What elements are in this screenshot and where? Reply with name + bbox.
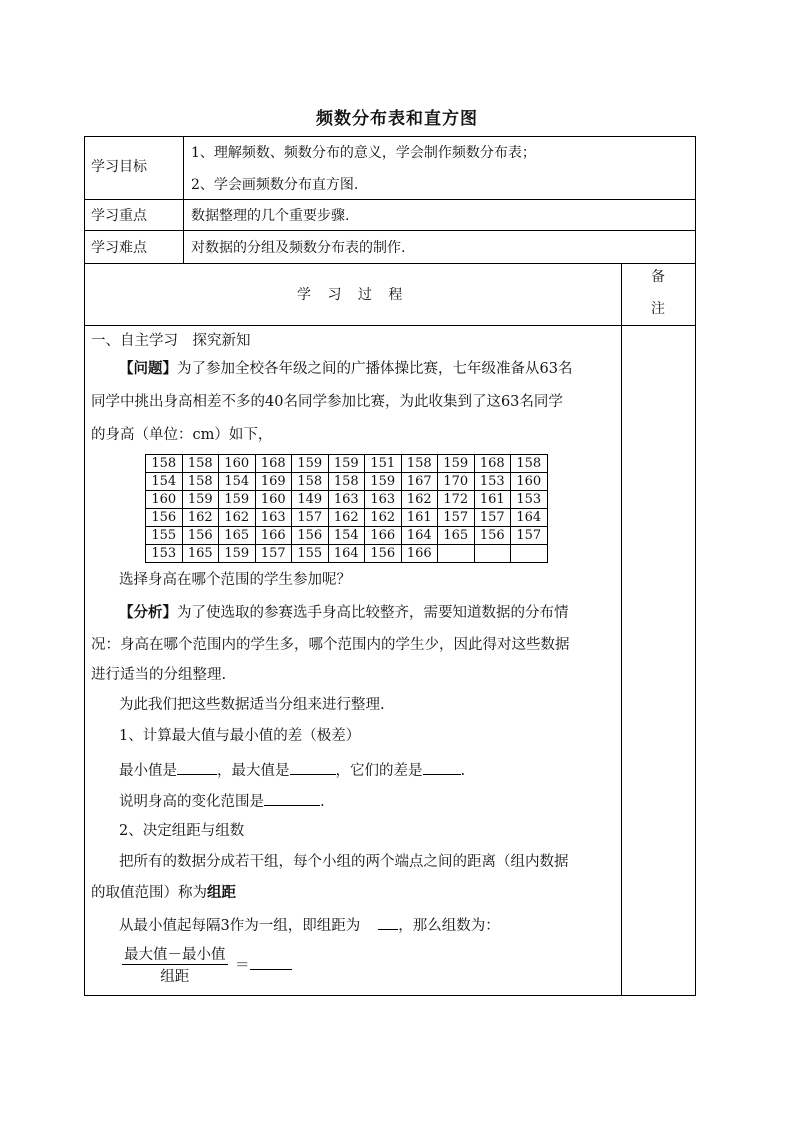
height-cell: 156 — [474, 527, 511, 545]
height-cell: 167 — [401, 473, 438, 491]
height-cell: 165 — [182, 545, 219, 563]
height-cell: 165 — [219, 527, 256, 545]
every3-text-2: ，那么组数为： — [398, 918, 500, 934]
height-cell: 149 — [292, 491, 329, 509]
height-cell: 159 — [365, 473, 402, 491]
height-cell: 159 — [292, 455, 329, 473]
height-cell: 153 — [511, 491, 548, 509]
question-line-2: 同学中挑出身高相差不多的40名同学参加比赛，为此收集到了这63名同学 — [91, 394, 563, 410]
height-cell: 157 — [511, 527, 548, 545]
divider — [84, 199, 696, 200]
height-cell: 154 — [146, 473, 183, 491]
question-ask: 选择身高在哪个范围的学生参加呢？ — [119, 572, 351, 588]
max-blank[interactable] — [290, 760, 336, 775]
page-title: 频数分布表和直方图 — [316, 109, 478, 129]
height-cell: 159 — [219, 491, 256, 509]
height-cell: 166 — [401, 545, 438, 563]
height-cell: 158 — [328, 473, 365, 491]
height-cell: 159 — [182, 491, 219, 509]
group-line-2 — [91, 883, 236, 903]
analysis-line-2: 况：身高在哪个范围内的学生多，哪个范围内的学生少，因此得对这些数据 — [91, 637, 570, 653]
height-cell: 165 — [438, 527, 475, 545]
group-count-blank[interactable] — [250, 955, 292, 970]
analysis-line-3: 进行适当的分组整理. — [91, 667, 227, 683]
height-cell: 166 — [365, 527, 402, 545]
group-term: 组距 — [207, 884, 236, 901]
range-blank[interactable] — [264, 791, 320, 806]
min-label: 最小值是 — [119, 763, 177, 779]
range-label: 说明身高的变化范围是 — [119, 794, 264, 810]
table-row — [146, 473, 548, 491]
height-cell: 158 — [146, 455, 183, 473]
group-count-formula — [122, 943, 228, 986]
analysis-line-1 — [119, 603, 569, 623]
height-cell: 159 — [328, 455, 365, 473]
height-cell: 162 — [365, 509, 402, 527]
height-cell: 156 — [182, 527, 219, 545]
table-row — [146, 527, 548, 545]
divider — [621, 263, 622, 996]
height-cell: 162 — [328, 509, 365, 527]
question-line-1 — [119, 359, 572, 379]
height-cell: 164 — [401, 527, 438, 545]
height-cell: 160 — [511, 473, 548, 491]
diff-label: ，它们的差是 — [335, 763, 423, 779]
height-cell: 170 — [438, 473, 475, 491]
height-cell: 157 — [292, 509, 329, 527]
table-row — [146, 509, 548, 527]
height-cell: 158 — [401, 455, 438, 473]
height-cell: 168 — [255, 455, 292, 473]
divider — [84, 263, 696, 264]
height-cell: 157 — [438, 509, 475, 527]
height-cell: 163 — [328, 491, 365, 509]
height-cell: 156 — [292, 527, 329, 545]
analysis-tag: 【分析】 — [119, 604, 177, 621]
height-cell: 164 — [511, 509, 548, 527]
height-cell: 163 — [365, 491, 402, 509]
goal-item-1: 1、理解频数、频数分布的意义，学会制作频数分布表； — [191, 145, 536, 161]
height-cell: 169 — [255, 473, 292, 491]
height-cell: 157 — [255, 545, 292, 563]
table-row — [146, 491, 548, 509]
notes-header: 备 — [651, 269, 665, 285]
height-cell: 153 — [474, 473, 511, 491]
section-heading: 一、自主学习 探究新知 — [91, 333, 251, 349]
diff-blank[interactable] — [423, 760, 461, 775]
every3-line — [119, 915, 500, 936]
height-cell: 157 — [474, 509, 511, 527]
every3-text: 从最小值起每隔3作为一组，即组距为 — [119, 918, 361, 934]
process-header: 学 习 过 程 — [297, 287, 409, 303]
focus-label: 学习重点 — [91, 208, 147, 224]
height-cell: 158 — [182, 455, 219, 473]
height-cell: 172 — [438, 491, 475, 509]
equals-sign: ＝ — [235, 958, 250, 974]
formula-numerator: 最大值－最小值 — [122, 943, 228, 965]
question-tag: 【问题】 — [119, 360, 177, 377]
height-cell: 154 — [219, 473, 256, 491]
divider — [84, 325, 696, 326]
interval-blank[interactable] — [378, 915, 398, 930]
height-cell: 161 — [401, 509, 438, 527]
table-row — [146, 455, 548, 473]
height-cell: 155 — [292, 545, 329, 563]
min-blank[interactable] — [177, 760, 217, 775]
height-cell: 159 — [438, 455, 475, 473]
range-line: 说明身高的变化范围是 . — [119, 791, 325, 812]
table-row — [146, 545, 548, 563]
difficulty-label: 学习难点 — [91, 240, 147, 256]
organize-text: 为此我们把这些数据适当分组来进行整理. — [119, 697, 385, 713]
step-1: 1、计算最大值与最小值的差（极差） — [119, 728, 361, 744]
height-cell: 162 — [182, 509, 219, 527]
goal-item-2: 2、学会画频数分布直方图. — [191, 177, 359, 193]
height-cell: 161 — [474, 491, 511, 509]
height-cell: 162 — [401, 491, 438, 509]
height-cell: 162 — [219, 509, 256, 527]
height-cell — [474, 545, 511, 563]
height-cell: 151 — [365, 455, 402, 473]
height-cell: 160 — [219, 455, 256, 473]
divider — [84, 230, 696, 231]
goals-label: 学习目标 — [91, 159, 147, 175]
question-line-3: 的身高（单位：cm）如下， — [91, 427, 273, 443]
height-cell: 164 — [328, 545, 365, 563]
group-text: 的取值范围）称为 — [91, 885, 207, 901]
height-cell: 155 — [146, 527, 183, 545]
min-max-line: 最小值是 ，最大值是 ，它们的差是 . — [119, 760, 465, 781]
question-text: 为了参加全校各年级之间的广播体操比赛，七年级准备从63名 — [177, 361, 573, 377]
height-cell: 154 — [328, 527, 365, 545]
heights-table — [145, 454, 548, 563]
height-cell: 156 — [146, 509, 183, 527]
formula-denominator: 组距 — [160, 969, 190, 985]
height-cell: 158 — [292, 473, 329, 491]
formula-result — [235, 955, 292, 976]
height-cell — [438, 545, 475, 563]
difficulty-text: 对数据的分组及频数分布表的制作. — [191, 240, 406, 256]
divider — [183, 136, 184, 263]
height-cell: 153 — [146, 545, 183, 563]
height-cell — [511, 545, 548, 563]
group-line-1: 把所有的数据分成若干组，每个小组的两个端点之间的距离（组内数据 — [119, 854, 569, 870]
step-2: 2、决定组距与组数 — [119, 823, 245, 839]
notes-header: 注 — [651, 301, 665, 317]
height-cell: 160 — [146, 491, 183, 509]
height-cell: 159 — [219, 545, 256, 563]
analysis-text: 为了使选取的参赛选手身高比较整齐，需要知道数据的分布情 — [177, 605, 569, 621]
height-cell: 158 — [511, 455, 548, 473]
height-cell: 168 — [474, 455, 511, 473]
height-cell: 160 — [255, 491, 292, 509]
max-label: ，最大值是 — [217, 763, 290, 779]
height-cell: 163 — [255, 509, 292, 527]
height-cell: 166 — [255, 527, 292, 545]
height-cell: 156 — [365, 545, 402, 563]
height-cell: 158 — [182, 473, 219, 491]
focus-text: 数据整理的几个重要步骤. — [191, 208, 350, 224]
